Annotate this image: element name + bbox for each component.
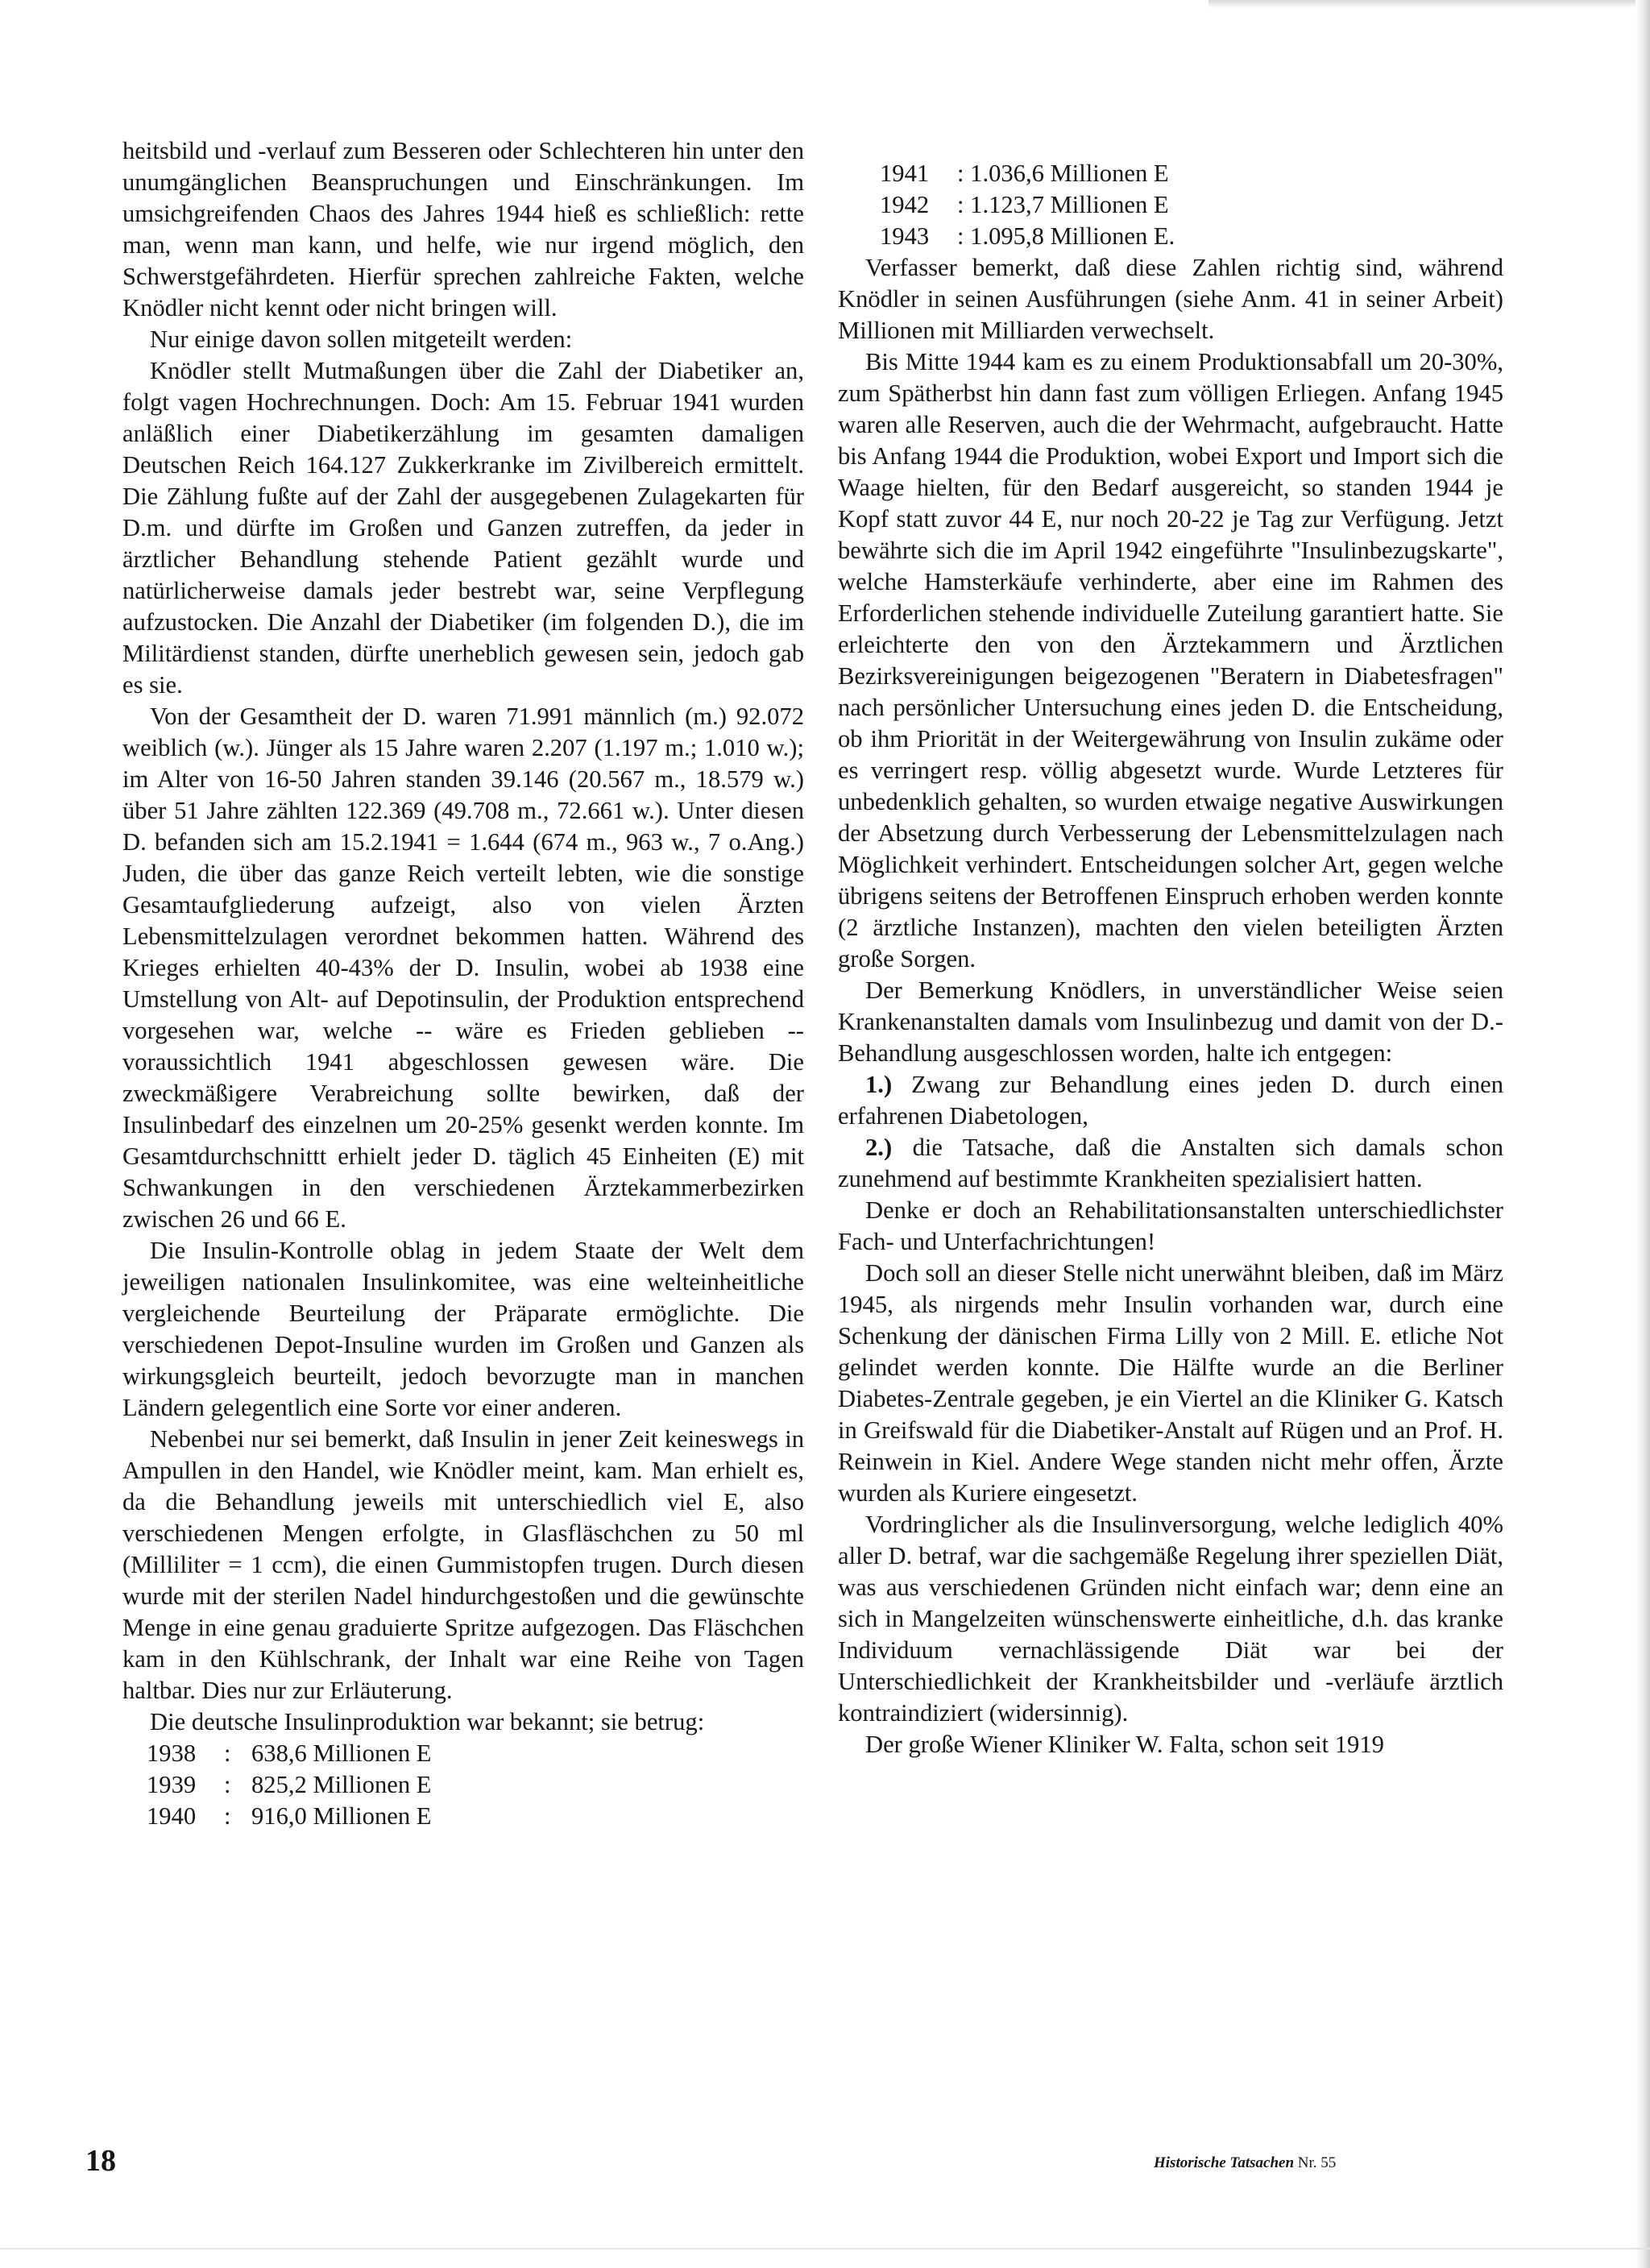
paragraph: heitsbild und -verlauf zum Besseren oder Schlechteren hin unter den unumgänglichen Beanspruchungen und Einschränkungen. Im umsichgreifenden Chaos des Jahres 1944 hieß es schließlich: rette man, wenn man kann, und helfe, wie nur irgend möglich, den Schwerstgefährdeten. Hierfür sprechen zahlreiche Fakten, welche Knödler nicht kennt oder nicht bringen will.: [122, 137, 804, 321]
journal-footer: [1154, 2154, 1336, 2172]
production-separator: :: [224, 1771, 231, 1798]
page-number: 18: [85, 2144, 116, 2178]
production-value: : 1.123,7 Millionen E: [957, 191, 1169, 218]
left-column: [122, 135, 804, 1832]
paragraph: Die Insulin-Kontrolle oblag in jedem Staate der Welt dem jeweiligen nationalen Insulinkomitee, was eine welteinheitliche vergleichende Beurteilung der Präparate ermöglichte. Die verschiedenen Depot-Insuline wurden im Großen und Ganzen als wirkungsgleich beurteilt, jedoch bevorzugte man in manchen Ländern gelegentlich eine Sorte vor einer anderen.: [122, 1237, 804, 1421]
production-value: 825,2 Millionen E: [251, 1771, 432, 1798]
paragraph: Vordringlicher als die Insulinversorgung, welche lediglich 40% aller D. betraf, war die sachgemäße Regelung ihrer speziellen Diät, was aus verschiedenen Gründen nicht einfach war; denn eine an sich in Mangelzeiten wünschenswerte einheitliche, d.h. das kranke Individuum vernachlässigende Diät war bei der Unterschiedlichkeit der Krankheitsbilder und -verläufe ärztlich kontraindiziert (widersinnig).: [838, 1511, 1503, 1727]
paragraph: Nebenbei nur sei bemerkt, daß Insulin in jener Zeit keineswegs in Ampullen in den Handel, wie Knödler meint, kam. Man erhielt es, da die Behandlung jeweils mit unterschiedlich viel E, also verschiedenen Mengen erfolgte, in Glasfläschchen zu 50 ml (Milliliter = 1 ccm), die einen Gummistopfen trugen. Durch diesen wurde mit der sterilen Nadel hindurchgestoßen und die gewünschte Menge in eine genau graduierte Spritze aufgezogen. Das Fläschchen kam in den Kühlschrank, der Inhalt war eine Reihe von Tagen haltbar. Dies nur zur Erläuterung.: [122, 1425, 804, 1704]
production-row: [880, 189, 1503, 221]
right-column: [838, 158, 1503, 1760]
paragraph: Von der Gesamtheit der D. waren 71.991 männlich (m.) 92.072 weiblich (w.). Jünger als 15 Jahre waren 2.207 (1.197 m.; 1.010 w.); im Alter von 16-50 Jahren standen 39.146 (20.567 m., 18.579 w.) über 51 Jahre zählten 122.369 (49.708 m., 72.661 w.). Unter diesen D. befanden sich am 15.2.1941 = 1.644 (674 m., 963 w., 7 o.Ang.) Juden, die über das ganze Reich verteilt lebten, wie die sonstige Gesamtaufgliederung aufzeigt, also von vielen Ärzten Lebensmittelzulagen verordnet bekommen hatten. Während des Krieges erhielten 40-43% der D. Insulin, wobei ab 1938 eine Umstellung von Alt- auf Depotinsulin, der Produktion entsprechend vorgesehen war, welche -- wäre es Frieden geblieben -- voraussichtlich 1941 abgeschlossen gewesen wäre. Die zweckmäßigere Verabreichung sollte bewirken, daß der Insulinbedarf des einzelnen um 20-25% gesenkt werden konnte. Im Gesamtdurchschnittt erhielt jeder D. täglich 45 Einheiten (E) mit Schwankungen in den verschiedenen Ärztekammerbezirken zwischen 26 und 66 E.: [122, 703, 804, 1233]
paragraph: Die deutsche Insulinproduktion war bekannt; sie betrug:: [150, 1708, 705, 1735]
paragraph: Doch soll an dieser Stelle nicht unerwähnt bleiben, daß im März 1945, als nirgends mehr Insulin vorhanden war, durch eine Schenkung der dänischen Firma Lilly von 2 Mill. E. etliche Not gelindet werden konnte. Die Hälfte wurde an die Berliner Diabetes-Zentrale gegeben, je ein Viertel an die Kliniker G. Katsch in Greifswald für die Diabetiker-Anstalt auf Rügen und an Prof. H. Reinwein in Kiel. Andere Wege standen nicht mehr offen, Ärzte wurden als Kuriere eingesetzt.: [838, 1259, 1503, 1507]
item-number: 1.): [865, 1071, 893, 1098]
paragraph: Der Bemerkung Knödlers, in unverständlicher Weise seien Krankenanstalten damals vom Insulinbezug und damit von der D.-Behandlung ausgeschlossen worden, halte ich entgegen:: [838, 976, 1503, 1067]
production-year: 1940: [147, 1802, 197, 1830]
paragraph: Denke er doch an Rehabilitationsanstalten unterschiedlichster Fach- und Unterfachrichtungen!: [838, 1196, 1503, 1255]
paragraph: Verfasser bemerkt, daß diese Zahlen richtig sind, während Knödler in seinen Ausführungen (siehe Anm. 41 in seiner Arbeit) Millionen mit Milliarden verwechselt.: [838, 254, 1503, 344]
production-row: [147, 1769, 804, 1801]
paragraph: Bis Mitte 1944 kam es zu einem Produktionsabfall um 20-30%, zum Spätherbst hin dann fast zum völligen Erliegen. Anfang 1945 waren alle Reserven, auch die der Wehrmacht, aufgebraucht. Hatte bis Anfang 1944 die Produktion, wobei Export und Import sich die Waage hielten, für den Bedarf ausgereicht, so standen 1944 je Kopf statt zuvor 44 E, nur noch 20-22 je Tag zur Verfügung. Jetzt bewährte sich die im April 1942 eingeführte "Insulinbezugskarte", welche Hamsterkäufe verhinderte, aber eine im Rahmen des Erforderlichen stehende individuelle Zuteilung garantiert hatte. Sie erleichterte den von den Ärztekammern und Ärztlichen Bezirksvereinigungen beigezogenen "Beratern in Diabetesfragen" nach persönlicher Untersuchung eines jeden D. die Entscheidung, ob ihm Priorität in der Weitergewährung von Insulin zukäme oder es verringert resp. völlig abgesetzt wurde. Wurde Letzteres für unbedenklich gehalten, so wurden etwaige negative Auswirkungen der Absetzung durch Verbesserung der Lebensmittelzulagen nach Möglichkeit verhindert. Entscheidungen solcher Art, gegen welche übrigens seitens der Betroffenen Einspruch erhoben werden konnte (2 ärztliche Instanzen), machten den vielen beteiligten Ärzten große Sorgen.: [838, 348, 1503, 972]
production-separator: :: [224, 1739, 231, 1767]
production-row: [147, 1738, 804, 1769]
production-separator: :: [224, 1802, 231, 1830]
production-row: [880, 158, 1503, 189]
scan-edge-top: [1208, 0, 1650, 8]
production-year: 1943: [880, 222, 930, 250]
scan-edge-right: [1635, 0, 1650, 2268]
item-text: Zwang zur Behandlung eines jeden D. durch einen erfahrenen Diabetologen,: [838, 1071, 1503, 1130]
production-row: [147, 1801, 804, 1832]
journal-name: Historische Tatsachen: [1154, 2154, 1295, 2171]
numbered-item: [838, 1132, 1503, 1195]
production-row: [880, 221, 1503, 252]
production-year: 1938: [147, 1739, 197, 1767]
bottom-rule: [0, 2248, 1650, 2249]
paragraph: Der große Wiener Kliniker W. Falta, schon seit 1919: [865, 1731, 1384, 1758]
production-year: 1942: [880, 191, 930, 218]
numbered-item: [838, 1069, 1503, 1132]
item-text: die Tatsache, daß die Anstalten sich damals schon zunehmend auf bestimmte Krankheiten spezialisiert hatten.: [838, 1134, 1503, 1192]
production-value: : 1.036,6 Millionen E: [957, 160, 1169, 187]
production-year: 1939: [147, 1771, 197, 1798]
journal-issue: Nr. 55: [1297, 2154, 1337, 2171]
paragraph: Knödler stellt Mutmaßungen über die Zahl der Diabetiker an, folgt vagen Hochrechnungen. Doch: Am 15. Februar 1941 wurden anläßlich einer Diabetikerzählung im gesamten damaligen Deutschen Reich 164.127 Zukkerkranke im Zivilbereich ermittelt. Die Zählung fußte auf der Zahl der ausgegebenen Zulagekarten für D.m. und dürfte im Großen und Ganzen zutreffen, da jeder in ärztlicher Behandlung stehende Patient gezählt wurde und natürlicherweise damals jeder bestrebt war, seine Verpflegung aufzustocken. Die Anzahl der Diabetiker (im folgenden D.), die im Militärdienst standen, dürfte unerheblich gewesen sein, jedoch gab es sie.: [122, 357, 804, 699]
production-year: 1941: [880, 160, 930, 187]
production-value: 916,0 Millionen E: [251, 1802, 432, 1830]
production-value: 638,6 Millionen E: [251, 1739, 432, 1767]
paragraph: Nur einige davon sollen mitgeteilt werden:: [150, 325, 573, 353]
production-value: : 1.095,8 Millionen E.: [957, 222, 1175, 250]
item-number: 2.): [865, 1134, 893, 1161]
